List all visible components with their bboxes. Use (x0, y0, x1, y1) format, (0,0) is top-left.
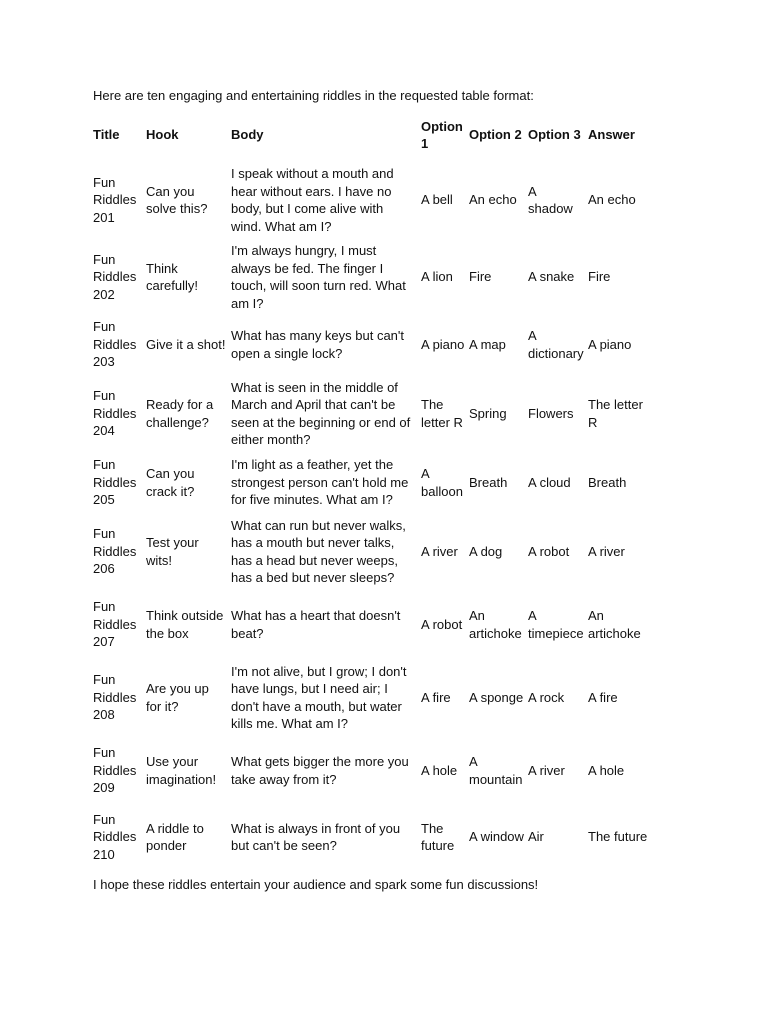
cell-option-1: A lion (421, 269, 453, 285)
cell-answer: A hole (588, 762, 625, 778)
table-row (91, 312, 652, 377)
cell-answer: The future (588, 829, 648, 845)
cell-hook: Think outside the box (146, 608, 224, 641)
cell-option-2: A sponge (469, 689, 524, 705)
intro-paragraph: Here are ten engaging and entertaining riddles in the requested table format: (93, 88, 534, 103)
cell-title: Fun Riddles 210 (93, 811, 137, 862)
cell-hook: A riddle to ponder (146, 820, 204, 853)
cell-body: What is seen in the middle of March and April that can't be seen at the beginning or end of either month? (231, 379, 411, 447)
closing-paragraph: I hope these riddles entertain your audience and spark some fun discussions! (93, 877, 539, 892)
cell-answer: A fire (588, 689, 618, 705)
cell-hook: Are you up for it? (146, 681, 209, 714)
cell-body: What has a heart that doesn't beat? (231, 608, 401, 641)
cell-body: I'm always hungry, I must always be fed. The finger I touch, will soon turn red. What am I? (231, 243, 406, 311)
header-option-3: Option 3 (528, 127, 581, 143)
table-row (91, 242, 652, 312)
cell-title: Fun Riddles 205 (93, 457, 137, 508)
cell-body: I'm light as a feather, yet the strongest person can't hold me for five minutes. What am I? (231, 457, 409, 508)
cell-answer: A piano (588, 336, 632, 352)
cell-title: Fun Riddles 204 (93, 388, 137, 439)
cell-body: What gets bigger the more you take away from it? (231, 754, 409, 787)
header-title: Title (93, 127, 120, 143)
cell-answer: An echo (588, 192, 636, 208)
table-row (91, 734, 652, 807)
cell-option-3: A snake (528, 269, 575, 285)
table-row (91, 588, 652, 661)
cell-option-2: A mountain (469, 754, 523, 787)
table-row (91, 515, 652, 588)
cell-option-2: A dog (469, 543, 503, 559)
cell-title: Fun Riddles 202 (93, 251, 137, 302)
cell-option-3: Air (528, 829, 544, 845)
header-body: Body (231, 127, 264, 143)
cell-hook: Can you crack it? (146, 466, 195, 499)
cell-option-3: A rock (528, 689, 565, 705)
cell-answer: An artichoke (588, 608, 641, 641)
cell-option-1: A balloon (421, 466, 463, 499)
cell-option-3: A cloud (528, 474, 571, 490)
cell-answer: Fire (588, 269, 611, 285)
cell-hook: Think carefully! (146, 260, 199, 293)
cell-option-1: The future (421, 820, 455, 853)
header-hook: Hook (146, 127, 179, 143)
cell-title: Fun Riddles 208 (93, 672, 137, 723)
cell-hook: Test your wits! (146, 535, 199, 568)
cell-option-1: A river (421, 543, 458, 559)
cell-option-2: Fire (469, 269, 492, 285)
cell-option-3: A river (528, 762, 565, 778)
cell-title: Fun Riddles 209 (93, 745, 137, 796)
cell-option-2: A window (469, 829, 524, 845)
cell-option-1: A bell (421, 192, 453, 208)
cell-answer: A river (588, 543, 625, 559)
cell-option-2: A map (469, 336, 506, 352)
table-row (91, 158, 652, 242)
cell-option-2: Spring (469, 405, 507, 421)
riddles-table (91, 112, 652, 867)
cell-option-1: The letter R (421, 397, 463, 430)
cell-option-1: A fire (421, 689, 451, 705)
cell-answer: The letter R (588, 397, 643, 430)
table-row (91, 807, 652, 867)
cell-option-3: A robot (528, 543, 570, 559)
cell-hook: Ready for a challenge? (146, 397, 214, 430)
cell-body: I speak without a mouth and hear without ears. I have no body, but I come alive with wind. What am I? (231, 166, 394, 234)
cell-title: Fun Riddles 207 (93, 599, 137, 650)
cell-body: What has many keys but can't open a single lock? (231, 328, 405, 361)
cell-option-2: An artichoke (469, 608, 522, 641)
table-header-row (91, 112, 652, 158)
cell-body: What is always in front of you but can't be seen? (231, 820, 401, 853)
header-option-2: Option 2 (469, 127, 522, 143)
cell-hook: Give it a shot! (146, 336, 226, 352)
cell-option-2: An echo (469, 192, 517, 208)
cell-option-3: Flowers (528, 405, 574, 421)
cell-option-3: A dictionary (528, 328, 584, 361)
cell-body: I'm not alive, but I grow; I don't have lungs, but I need air; I don't have a mouth, but water kills me. What am I? (231, 663, 407, 731)
cell-option-3: A timepiece (528, 608, 584, 641)
cell-option-3: A shadow (528, 183, 573, 216)
cell-option-2: Breath (469, 474, 508, 490)
table-row (91, 661, 652, 734)
table-row (91, 377, 652, 450)
cell-hook: Can you solve this? (146, 183, 208, 216)
cell-title: Fun Riddles 206 (93, 526, 137, 577)
cell-title: Fun Riddles 201 (93, 174, 137, 225)
cell-option-1: A piano (421, 336, 465, 352)
cell-body: What can run but never walks, has a mouth but never talks, has a head but never weeps, has a bed but never sleeps? (231, 517, 406, 585)
cell-answer: Breath (588, 474, 627, 490)
header-answer: Answer (588, 127, 635, 143)
cell-title: Fun Riddles 203 (93, 319, 137, 370)
cell-option-1: A robot (421, 616, 463, 632)
cell-option-1: A hole (421, 762, 458, 778)
table-row (91, 450, 652, 515)
cell-hook: Use your imagination! (146, 754, 217, 787)
header-option-1: Option 1 (421, 118, 463, 151)
